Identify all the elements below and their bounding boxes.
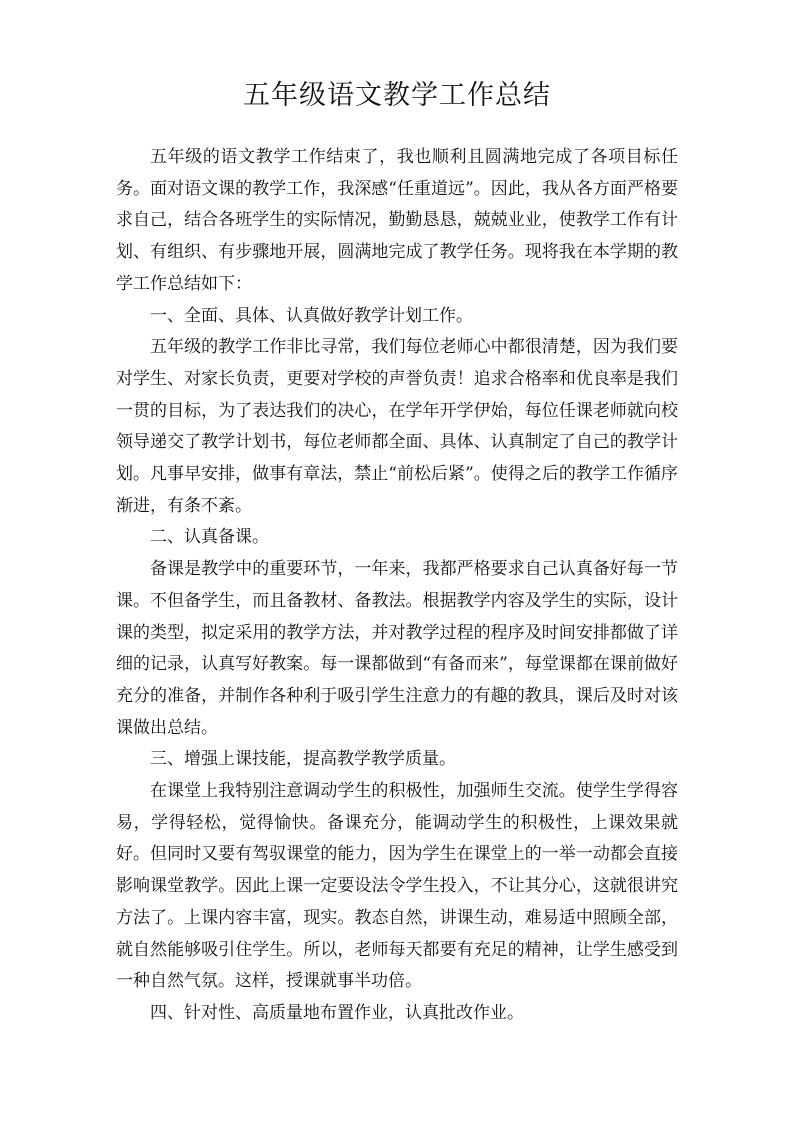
section-heading-2: 二、认真备课。 xyxy=(150,527,269,548)
section-heading-4: 四、针对性、高质量地布置作业，认真批改作业。 xyxy=(150,1002,524,1023)
document-title: 五年级语文教学工作总结 xyxy=(243,80,551,111)
section-heading-3: 三、增强上课技能，提高教学教学质量。 xyxy=(150,749,456,770)
section-paragraph-1: 五年级的教学工作非比寻常，我们每位老师心中都很清楚，因为我们要对学生、对家长负责，更要对学校的声誉负责！追求合格率和优良率是我们一贯的目标，为了表达我们的决心，在学年开学伊始，每位任课老师就向校领导递交了教学计划书，每位老师都全面、具体、认真制定了自己的教学计划。凡事早安排，做事有章法，禁止“前松后紧”。使得之后的教学工作循序渐进，有条不紊。 xyxy=(116,337,678,516)
section-heading-1: 一、全面、具体、认真做好教学计划工作。 xyxy=(150,305,473,326)
intro-paragraph: 五年级的语文教学工作结束了，我也顺利且圆满地完成了各项目标任务。面对语文课的教学工作，我深感“任重道远”。因此，我从各方面严格要求自己，结合各班学生的实际情况，勤勤恳恳，兢兢业业，使教学工作有计划、有组织、有步骤地开展，圆满地完成了教学任务。现将我在本学期的教学工作总结如下： xyxy=(116,147,678,294)
document-body xyxy=(116,142,678,1030)
section-paragraph-2: 备课是教学中的重要环节，一年来，我都严格要求自己认真备好每一节课。不但备学生，而且备教材、备教法。根据教学内容及学生的实际，设计课的类型，拟定采用的教学方法，并对教学过程的程序及时间安排都做了详细的记录，认真写好教案。每一课都做到“有备而来”，每堂课都在课前做好充分的准备，并制作各种利于吸引学生注意力的有趣的教具，课后及时对该课做出总结。 xyxy=(116,559,678,738)
section-paragraph-3: 在课堂上我特别注意调动学生的积极性，加强师生交流。使学生学得容易，学得轻松，觉得愉快。备课充分，能调动学生的积极性，上课效果就好。但同时又要有驾驭课堂的能力，因为学生在课堂上的一举一动都会直接影响课堂教学。因此上课一定要设法令学生投入，不让其分心，这就很讲究方法了。上课内容丰富，现实。教态自然，讲课生动，难易适中照顾全部，就自然能够吸引住学生。所以，老师每天都要有充足的精神，让学生感受到一种自然气氛。这样，授课就事半功倍。 xyxy=(116,781,678,992)
